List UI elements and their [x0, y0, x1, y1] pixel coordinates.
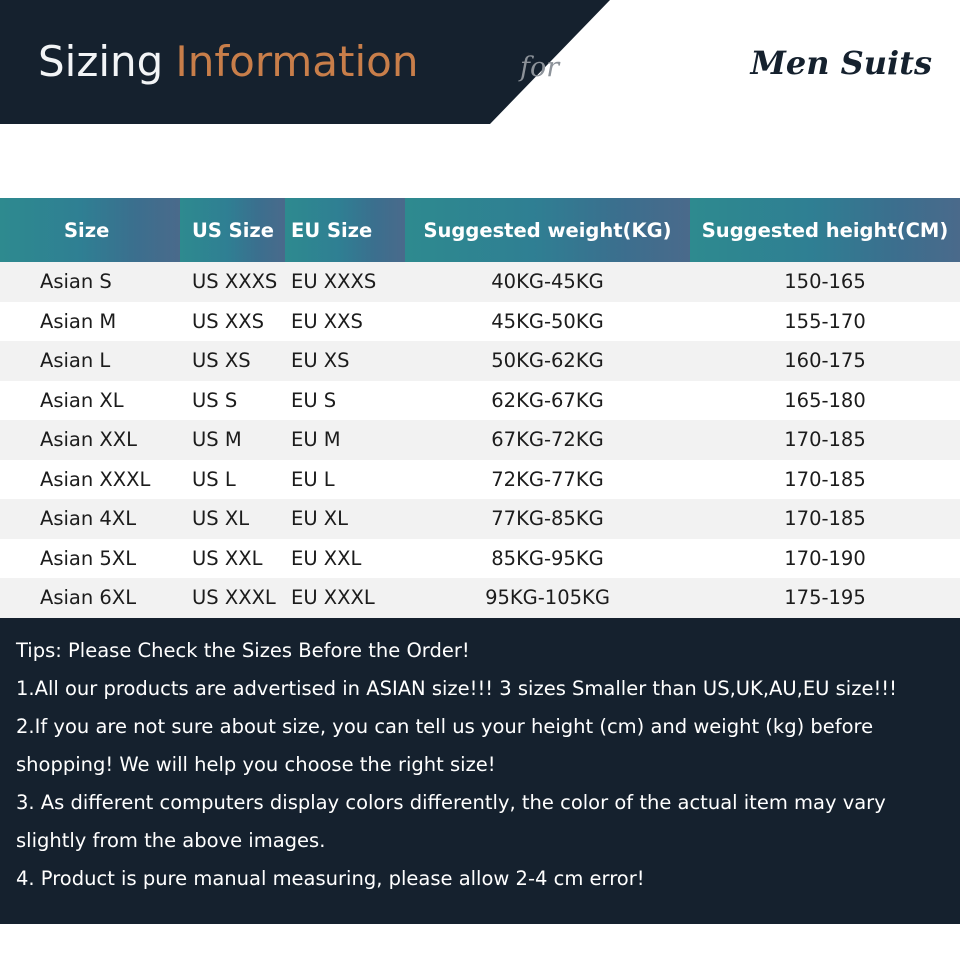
- cell-height: 165-180: [690, 381, 960, 421]
- cell-weight: 85KG-95KG: [405, 539, 690, 579]
- table-row: [0, 578, 960, 618]
- cell-size: Asian M: [0, 302, 180, 342]
- size-chart-table: [0, 198, 960, 618]
- cell-weight: 95KG-105KG: [405, 578, 690, 618]
- cell-eu-size: EU M: [285, 420, 405, 460]
- cell-height: 170-185: [690, 499, 960, 539]
- table-row: [0, 381, 960, 421]
- cell-eu-size: EU XXS: [285, 302, 405, 342]
- cell-us-size: US XXS: [180, 302, 285, 342]
- cell-eu-size: EU L: [285, 460, 405, 500]
- cell-us-size: US XXL: [180, 539, 285, 579]
- header-connector: for: [520, 52, 560, 83]
- cell-weight: 40KG-45KG: [405, 262, 690, 302]
- cell-eu-size: EU XL: [285, 499, 405, 539]
- size-table-wrapper: [0, 198, 960, 618]
- cell-size: Asian L: [0, 341, 180, 381]
- cell-weight: 67KG-72KG: [405, 420, 690, 460]
- cell-weight: 50KG-62KG: [405, 341, 690, 381]
- cell-weight: 45KG-50KG: [405, 302, 690, 342]
- tips-line: 2.If you are not sure about size, you can tell us your height (cm) and weight (kg) before shopping! We will help you choose the right size!: [16, 714, 874, 776]
- cell-height: 155-170: [690, 302, 960, 342]
- header-product-name: Men Suits: [750, 44, 932, 82]
- table-row: [0, 302, 960, 342]
- table-row: [0, 420, 960, 460]
- cell-height: 160-175: [690, 341, 960, 381]
- cell-size: Asian XXXL: [0, 460, 180, 500]
- cell-height: 170-185: [690, 460, 960, 500]
- cell-height: 170-185: [690, 420, 960, 460]
- cell-eu-size: EU S: [285, 381, 405, 421]
- cell-us-size: US XXXL: [180, 578, 285, 618]
- table-row: [0, 499, 960, 539]
- cell-size: Asian 5XL: [0, 539, 180, 579]
- cell-eu-size: EU XXXS: [285, 262, 405, 302]
- tips-line: Tips: Please Check the Sizes Before the Order!: [16, 638, 470, 662]
- cell-size: Asian XL: [0, 381, 180, 421]
- column-header-weight: Suggested weight(KG): [405, 198, 690, 262]
- column-header-size: Size: [0, 198, 180, 262]
- cell-us-size: US M: [180, 420, 285, 460]
- cell-us-size: US XL: [180, 499, 285, 539]
- page-title-part1: Sizing: [38, 37, 164, 86]
- table-row: [0, 262, 960, 302]
- tips-section: [0, 618, 960, 924]
- page-header: [0, 0, 960, 124]
- cell-size: Asian 4XL: [0, 499, 180, 539]
- cell-eu-size: EU XXL: [285, 539, 405, 579]
- cell-size: Asian S: [0, 262, 180, 302]
- cell-us-size: US XXXS: [180, 262, 285, 302]
- cell-eu-size: EU XS: [285, 341, 405, 381]
- column-header-height: Suggested height(CM): [690, 198, 960, 262]
- table-row: [0, 460, 960, 500]
- column-header-us-size: US Size: [180, 198, 285, 262]
- table-header-row: [0, 198, 960, 262]
- cell-eu-size: EU XXXL: [285, 578, 405, 618]
- page-title-part2: Information: [175, 37, 419, 86]
- cell-weight: 72KG-77KG: [405, 460, 690, 500]
- table-row: [0, 341, 960, 381]
- tips-line: 3. As different computers display colors differently, the color of the actual item may vary slightly from the above images.: [16, 790, 886, 852]
- cell-us-size: US S: [180, 381, 285, 421]
- cell-weight: 62KG-67KG: [405, 381, 690, 421]
- tips-line: 1.All our products are advertised in ASIAN size!!! 3 sizes Smaller than US,UK,AU,EU size!!!: [16, 676, 897, 700]
- tips-line: 4. Product is pure manual measuring, please allow 2-4 cm error!: [16, 866, 645, 890]
- cell-height: 175-195: [690, 578, 960, 618]
- header-spacer: [0, 124, 960, 198]
- column-header-eu-size: EU Size: [285, 198, 405, 262]
- table-row: [0, 539, 960, 579]
- cell-height: 170-190: [690, 539, 960, 579]
- page-title: [38, 36, 418, 88]
- cell-us-size: US XS: [180, 341, 285, 381]
- cell-us-size: US L: [180, 460, 285, 500]
- cell-size: Asian XXL: [0, 420, 180, 460]
- cell-size: Asian 6XL: [0, 578, 180, 618]
- cell-weight: 77KG-85KG: [405, 499, 690, 539]
- cell-height: 150-165: [690, 262, 960, 302]
